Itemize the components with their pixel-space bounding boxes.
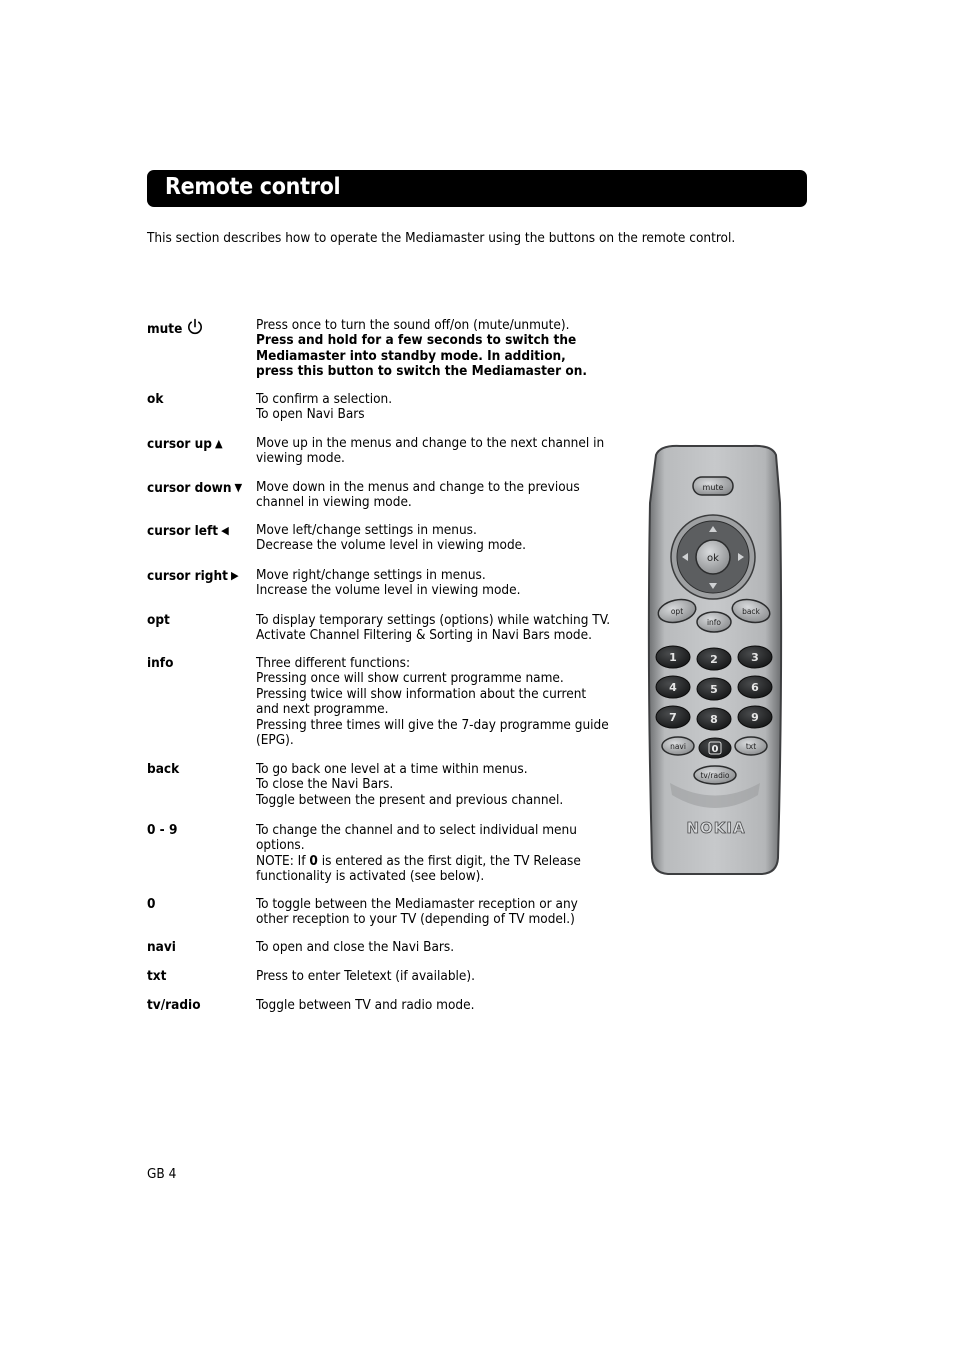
cursor-up-arrow-icon: ▲: [214, 437, 223, 450]
button-description: [256, 318, 636, 380]
button-term-label: cursor right: [147, 568, 228, 584]
button-description: [256, 523, 636, 554]
button-term: [147, 940, 255, 955]
description-line: and next programme.: [256, 701, 389, 718]
remote-tvradio-button: [694, 766, 736, 784]
button-term: [147, 392, 255, 407]
description-line: Move left/change settings in menus.: [256, 522, 477, 538]
intro-paragraph: This section describes how to operate the Mediamaster using the buttons on the remote control.: [147, 230, 736, 246]
button-term-label: mute: [147, 321, 183, 337]
description-line: options.: [256, 837, 305, 854]
button-description: [256, 656, 636, 748]
button-description: [256, 568, 636, 599]
svg-text:navi: navi: [670, 742, 686, 751]
remote-digit-2-button: [697, 648, 731, 670]
button-description: [256, 940, 636, 955]
button-term-label: cursor down: [147, 480, 232, 496]
page-title: Remote control: [165, 174, 341, 200]
svg-text:5: 5: [710, 683, 718, 696]
description-line: Move right/change settings in menus.: [256, 567, 486, 583]
remote-mute-button: [693, 477, 733, 495]
description-line: Three different functions:: [256, 655, 411, 671]
remote-control-image: [640, 443, 790, 878]
remote-info-button: [697, 612, 731, 632]
button-term: [147, 656, 255, 671]
remote-navigation-pad: [671, 515, 755, 599]
button-description: [256, 823, 636, 885]
description-line: To close the Navi Bars.: [256, 776, 394, 793]
button-term: [147, 523, 255, 539]
button-description: [256, 897, 636, 928]
button-term: [147, 969, 255, 984]
button-description: [256, 436, 636, 467]
button-term-label: tv/radio: [147, 997, 201, 1013]
description-line: To open Navi Bars: [256, 406, 365, 423]
remote-navi-button: [662, 737, 694, 755]
page-number: GB 4: [147, 1166, 177, 1182]
description-line: To go back one level at a time within menus.: [256, 761, 528, 777]
button-term: [147, 318, 255, 337]
remote-digit-7-button: [656, 706, 690, 728]
description-line: To confirm a selection.: [256, 391, 393, 407]
button-term: [147, 613, 255, 628]
remote-digit-buttons: [656, 646, 772, 730]
description-line: NOTE: If 0 is entered as the first digit, the TV Release: [256, 852, 581, 869]
remote-digit-9-button: [738, 706, 772, 728]
remote-brand-logo: NOKIA: [686, 819, 746, 837]
button-description: [256, 998, 636, 1013]
description-line: viewing mode.: [256, 450, 345, 467]
button-description: [256, 613, 636, 644]
description-line: Pressing twice will show information about the current: [256, 685, 587, 702]
description-line: Increase the volume level in viewing mode.: [256, 582, 521, 599]
power-icon: [186, 318, 204, 336]
description-line: To display temporary settings (options) while watching TV.: [256, 612, 611, 628]
button-description: [256, 969, 636, 984]
svg-text:9: 9: [751, 711, 759, 724]
description-line: other reception to your TV (depending of TV model.): [256, 911, 575, 928]
description-line: To toggle between the Mediamaster reception or any: [256, 896, 578, 912]
button-term-label: back: [147, 761, 180, 777]
remote-digit-3-button: [738, 646, 772, 668]
svg-text:txt: txt: [745, 742, 757, 751]
section-header-bar: [147, 170, 807, 207]
svg-text:8: 8: [710, 713, 718, 726]
remote-zero-button: [699, 738, 731, 758]
button-term: [147, 568, 255, 584]
description-line: press this button to switch the Mediamaster on.: [256, 363, 587, 380]
description-line: Move up in the menus and change to the next channel in: [256, 435, 605, 451]
button-term: [147, 480, 255, 496]
svg-text:opt: opt: [670, 607, 684, 616]
svg-text:6: 6: [751, 681, 759, 694]
remote-txt-button: [735, 737, 767, 755]
svg-text:1: 1: [669, 651, 677, 664]
button-term-label: 0: [147, 896, 156, 912]
svg-text:ok: ok: [707, 553, 719, 564]
svg-text:0: 0: [711, 744, 719, 755]
remote-digit-1-button: [656, 646, 690, 668]
description-line: Activate Channel Filtering & Sorting in Navi Bars mode.: [256, 627, 592, 644]
button-term: [147, 762, 255, 777]
description-line: Decrease the volume level in viewing mode.: [256, 537, 527, 554]
remote-digit-4-button: [656, 676, 690, 698]
description-line: Pressing three times will give the 7-day programme guide: [256, 716, 609, 733]
button-term: [147, 436, 255, 452]
svg-text:tv/radio: tv/radio: [700, 771, 730, 780]
button-term: [147, 897, 255, 912]
button-term-label: opt: [147, 612, 170, 628]
button-term: [147, 823, 255, 838]
button-term-label: txt: [147, 968, 167, 984]
description-line: To open and close the Navi Bars.: [256, 939, 455, 955]
svg-text:4: 4: [669, 681, 677, 694]
remote-digit-5-button: [697, 678, 731, 700]
cursor-left-arrow-icon: ◀: [221, 524, 229, 537]
svg-text:info: info: [706, 618, 722, 627]
remote-digit-8-button: [697, 708, 731, 730]
svg-text:mute: mute: [702, 483, 724, 492]
svg-text:back: back: [742, 607, 760, 616]
button-term: [147, 998, 255, 1013]
description-line: Mediamaster into standby mode. In addition,: [256, 347, 566, 364]
svg-text:2: 2: [710, 653, 718, 666]
description-line: channel in viewing mode.: [256, 494, 412, 511]
description-line: To change the channel and to select individual menu: [256, 822, 577, 838]
remote-digit-6-button: [738, 676, 772, 698]
button-term-label: cursor up: [147, 436, 212, 452]
button-description: [256, 480, 636, 511]
button-description: [256, 392, 636, 423]
description-line: Move down in the menus and change to the previous: [256, 479, 580, 495]
description-line: Toggle between the present and previous channel.: [256, 791, 564, 808]
button-term-label: info: [147, 655, 174, 671]
button-term-label: 0 - 9: [147, 822, 178, 838]
button-term-label: navi: [147, 939, 176, 955]
description-line: Toggle between TV and radio mode.: [256, 997, 475, 1013]
description-line: Press to enter Teletext (if available).: [256, 968, 475, 984]
button-term-label: cursor left: [147, 523, 219, 539]
description-line: Press and hold for a few seconds to switch the: [256, 332, 577, 349]
cursor-down-arrow-icon: ▼: [234, 481, 243, 494]
description-line: (EPG).: [256, 732, 294, 749]
cursor-right-arrow-icon: ▶: [230, 569, 239, 582]
svg-text:7: 7: [669, 711, 677, 724]
description-line: Pressing once will show current programme name.: [256, 670, 564, 687]
svg-text:3: 3: [751, 651, 759, 664]
description-line: Press once to turn the sound off/on (mute/unmute).: [256, 317, 570, 333]
description-line: functionality is activated (see below).: [256, 868, 485, 885]
button-description: [256, 762, 636, 808]
button-term-label: ok: [147, 391, 164, 407]
